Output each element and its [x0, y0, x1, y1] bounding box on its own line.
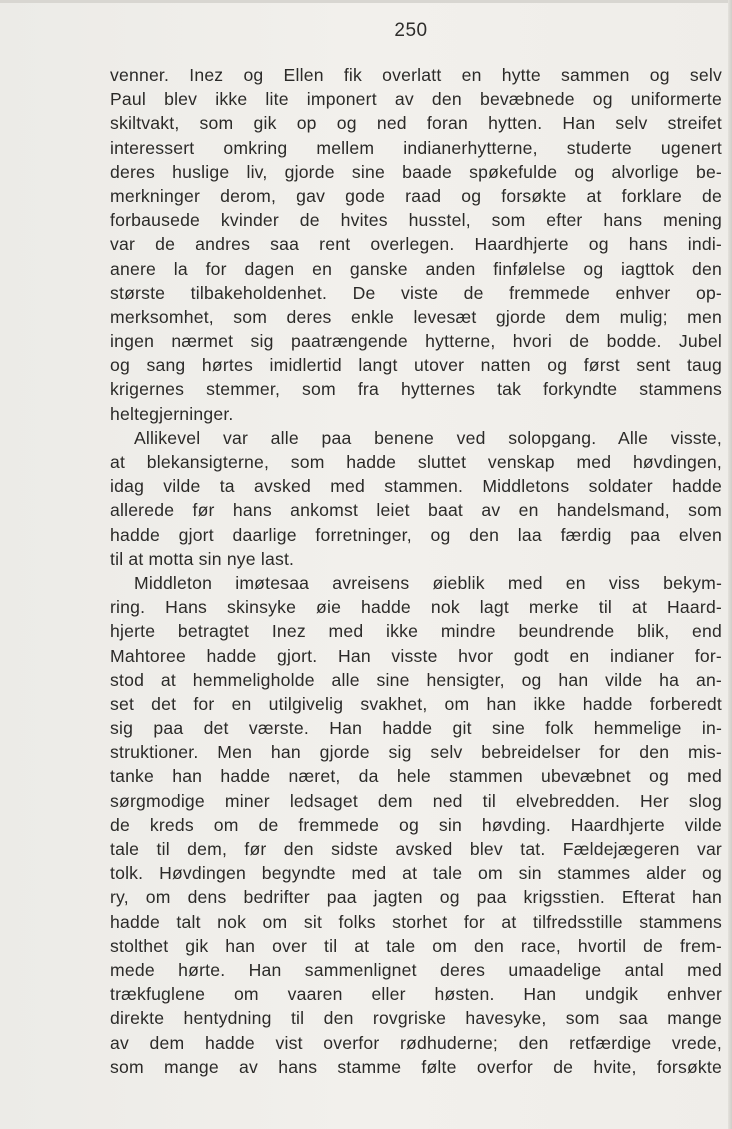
text-line: hadde talt nok om sit folks storhet for at tilfredsstille stammens	[110, 911, 722, 932]
text-line: sørgmodige miner ledsaget dem ned til elvebredden. Her slog	[110, 790, 722, 811]
text-line: stod at hemmeligholde alle sine hensigter, og han vilde ha an-	[110, 669, 722, 690]
text-line: Middleton imøtesaa avreisens øieblik med en viss bekym-	[134, 572, 722, 593]
text-line: til at motta sin nye last.	[110, 548, 295, 569]
text-line: merksomhet, som deres enkle levesæt gjorde dem mulig; men	[110, 306, 722, 327]
text-line: struktioner. Men han gjorde sig selv bebreidelser for den mis-	[110, 742, 722, 763]
text-line: tale til dem, før den sidste avsked blev tat. Fældejægeren var	[110, 839, 722, 859]
text-line: forbausede kvinder de hvites husstel, som efter hans mening	[110, 210, 722, 231]
text-line: set det for en utilgivelig svakhet, om han ikke hadde forberedt	[110, 693, 722, 714]
text-line: idag vilde ta avsked med stammen. Middletons soldater hadde	[110, 476, 722, 497]
text-line: største tilbakeholdenhet. De viste de fremmede enhver op-	[110, 282, 722, 303]
text-line: direkte hentydning til den rovgriske havesyke, som saa mange	[110, 1008, 722, 1029]
text-line: mede hørte. Han sammenlignet deres umaadelige antal med	[110, 959, 722, 980]
text-line: tolk. Høvdingen begyndte med at tale om sin stammes alder og	[110, 863, 722, 884]
text-line: ingen nærmet sig paatrængende hytterne, hvori de bodde. Jubel	[110, 331, 722, 352]
text-line: skiltvakt, som gik op og ned foran hytten. Han selv streifet	[110, 113, 722, 134]
text-line: av dem hadde vist overfor rødhuderne; den retfærdige vrede,	[110, 1032, 722, 1053]
text-line: trækfuglene om vaaren eller høsten. Han undgik enhver	[110, 984, 722, 1005]
text-line: hadde gjort daarlige forretninger, og den laa færdig paa elven	[110, 524, 722, 545]
text-line: de kreds om de fremmede og sin høvding. Haardhjerte vilde	[110, 814, 722, 835]
page-number: 250	[394, 20, 428, 41]
text-line: merkninger derom, gav gode raad og forsøkte at forklare de	[110, 185, 722, 206]
text-line: hjerte betragtet Inez med ikke mindre beundrende blik, end	[110, 621, 722, 642]
text-line: deres huslige liv, gjorde sine baade spøkefulde og alvorlige be-	[110, 161, 722, 182]
text-line: at blekansigterne, som hadde sluttet venskap med høvdingen,	[110, 452, 722, 472]
text-line: Paul blev ikke lite imponert av den bevæbnede og uniformerte	[110, 89, 722, 110]
text-line: og sang hørtes imidlertid langt utover natten og først sent taug	[110, 355, 722, 376]
text-line: ring. Hans skinsyke øie hadde nok lagt merke til at Haard-	[110, 597, 722, 618]
body-text	[110, 63, 722, 1079]
text-line: sig paa det værste. Han hadde git sine folk hemmelige in-	[110, 718, 722, 739]
page-right-edge	[728, 0, 732, 1129]
text-line: interessert omkring mellem indianerhytterne, studerte ugenert	[110, 137, 722, 158]
text-line: Mahtoree hadde gjort. Han visste hvor godt en indianer for-	[110, 645, 722, 666]
text-line: som mange av hans stamme følte overfor de hvite, forsøkte	[110, 1056, 722, 1077]
text-line: var de andres saa rent overlegen. Haardhjerte og hans indi-	[110, 234, 722, 255]
text-line: ry, om dens bedrifter paa jagten og paa krigsstien. Efterat han	[110, 887, 722, 908]
text-line: anere la for dagen en ganske anden finfølelse og iagttok den	[110, 258, 722, 279]
text-line: stolthet gik han over til at tale om den race, hvortil de frem-	[110, 935, 722, 956]
text-line: krigernes stemmer, som fra hytternes tak forkyndte stammens	[110, 379, 722, 400]
text-line: venner. Inez og Ellen fik overlatt en hytte sammen og selv	[110, 65, 722, 85]
text-line: heltegjerninger.	[110, 403, 234, 424]
page-top-edge	[0, 0, 732, 3]
text-line: allerede før hans ankomst leiet baat av en handelsmand, som	[110, 500, 722, 521]
text-line: tanke han hadde næret, da hele stammen ubevæbnet og med	[110, 766, 722, 787]
text-line: Allikevel var alle paa benene ved solopgang. Alle visste,	[134, 427, 722, 448]
